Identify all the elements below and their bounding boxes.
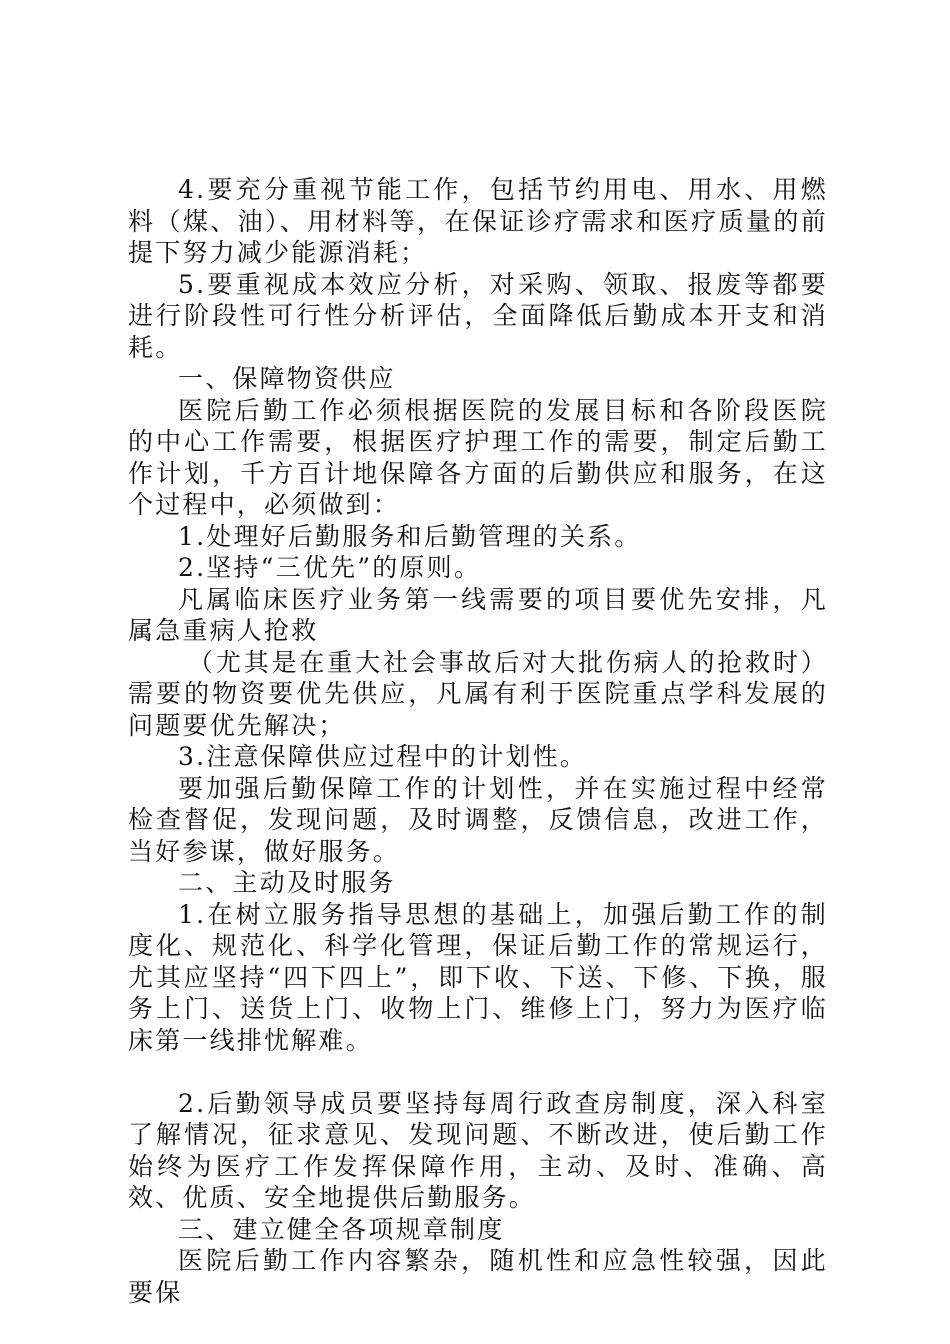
paragraph-supply-intro: 医院后勤工作必须根据医院的发展目标和各阶段医院的中心工作需要，根据医疗护理工作的需要，制定后勤工作计划，千方百计地保障各方面的后勤供应和服务，在这个过程中，必须做到： bbox=[128, 395, 828, 519]
paragraph-priority-detail: 凡属临床医疗业务第一线需要的项目要优先安排，凡属急重病人抢救 bbox=[128, 584, 828, 645]
list-item-planning: 3.注意保障供应过程中的计划性。 bbox=[178, 742, 588, 771]
section-heading-supply: 一、保障物资供应 bbox=[178, 364, 396, 393]
section-heading-service: 二、主动及时服务 bbox=[178, 868, 396, 897]
section-heading-regulations: 三、建立健全各项规章制度 bbox=[178, 1214, 505, 1244]
paragraph-planning-detail: 要加强后勤保障工作的计划性，并在实施过程中经常检查督促，发现问题，及时调整，反馈信息，改进工作，当好参谋，做好服务。 bbox=[128, 773, 828, 866]
list-item-service-management: 1.处理好后勤服务和后勤管理的关系。 bbox=[178, 521, 642, 551]
paragraph-regulations-intro: 医院后勤工作内容繁杂，随机性和应急性较强，因此要保 bbox=[128, 1246, 828, 1307]
list-item-service-guidance: 1.在树立服务指导思想的基础上，加强后勤工作的制度化、规范化、科学化管理，保证后勤工作的常规运行，尤其应坚持“四下四上”，即下收、下送、下修、下换，服务上门、送货上门、收物上门、维修上门，努力为医疗临床第一线排忧解难。 bbox=[128, 899, 828, 1055]
paragraph-cost-analysis: 5.要重视成本效应分析，对采购、领取、报废等都要进行阶段性可行性分析评估，全面降低后勤成本开支和消耗。 bbox=[128, 269, 828, 362]
document-body bbox=[128, 174, 828, 1308]
list-item-three-priorities: 2.坚持“三优先”的原则。 bbox=[178, 553, 482, 582]
paragraph-priority-continued: （尤其是在重大社会事故后对大批伤病人的抢救时）需要的物资要优先供应，凡属有利于医院重点学科发展的问题要优先解决； bbox=[128, 647, 828, 740]
paragraph-energy-saving: 4.要充分重视节能工作，包括节约用电、用水、用燃料（煤、油）、用材料等，在保证诊疗需求和医疗质量的前提下努力减少能源消耗； bbox=[128, 175, 828, 267]
list-item-weekly-rounds: 2.后勤领导成员要坚持每周行政查房制度，深入科室了解情况，征求意见、发现问题、不断改进，使后勤工作始终为医疗工作发挥保障作用，主动、及时、准确、高效、优质、安全地提供后勤服务。 bbox=[128, 1088, 828, 1212]
